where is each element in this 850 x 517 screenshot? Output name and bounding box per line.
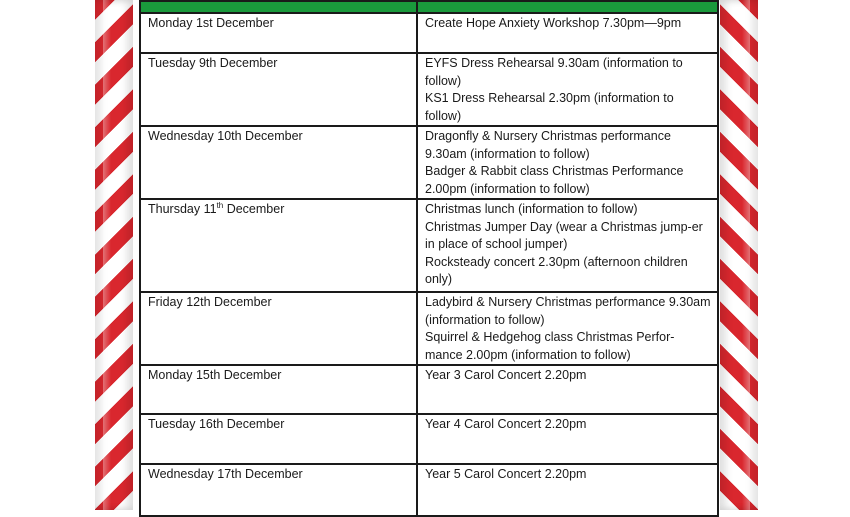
table-row: [140, 365, 718, 414]
event-cell: [417, 414, 718, 464]
date-cell: [140, 199, 417, 292]
event-text: Create Hope Anxiety Workshop 7.30pm—9pm: [425, 16, 682, 30]
event-cell: [417, 292, 718, 365]
date-cell: Friday 12th December: [140, 292, 417, 365]
header-cell-event: [417, 1, 718, 13]
table-row: [140, 292, 718, 365]
date-ordinal: th: [216, 200, 224, 210]
date-prefix: Thursday 11: [148, 202, 217, 216]
date-cell: Monday 1st December: [140, 13, 417, 53]
date-cell: Tuesday 16th December: [140, 414, 417, 464]
event-text: Dragonfly & Nursery Christmas performance 9.30am (information to follow): [425, 129, 671, 161]
table-row: [140, 199, 718, 292]
event-schedule-table: [139, 0, 719, 517]
date-cell: Wednesday 17th December: [140, 464, 417, 516]
event-text: EYFS Dress Rehearsal 9.30am (information to follow): [425, 56, 683, 88]
event-cell: [417, 126, 718, 199]
event-text: Year 3 Carol Concert 2.20pm: [425, 368, 587, 382]
table-row: [140, 13, 718, 53]
header-cell-date: [140, 1, 417, 13]
date-cell: Monday 15th December: [140, 365, 417, 414]
event-cell: [417, 53, 718, 126]
table-row: [140, 464, 718, 516]
event-cell: [417, 464, 718, 516]
event-text: Ladybird & Nursery Christmas performance 9.30am (information to follow): [425, 295, 711, 327]
date-cell: Tuesday 9th December: [140, 53, 417, 126]
event-text: KS1 Dress Rehearsal 2.30pm (information to follow): [425, 91, 674, 123]
event-text: Christmas Jumper Day (wear a Christmas jump-er in place of school jumper): [425, 219, 703, 251]
table-row: [140, 414, 718, 464]
event-text: Badger & Rabbit class Christmas Performance 2.00pm (information to follow): [425, 164, 684, 196]
table-row: [140, 53, 718, 126]
event-text: Year 5 Carol Concert 2.20pm: [425, 467, 587, 481]
event-cell: [417, 199, 718, 292]
table-header-row: [140, 1, 718, 13]
event-cell: [417, 365, 718, 414]
event-text: Rocksteady concert 2.30pm (afternoon children only): [425, 254, 688, 286]
event-text: Christmas lunch (information to follow): [425, 202, 638, 216]
table-row: [140, 126, 718, 199]
date-suffix: December: [223, 202, 285, 216]
candy-cane-right: [720, 0, 758, 510]
schedule-sheet: [139, 0, 717, 510]
event-text: Squirrel & Hedgehog class Christmas Perfor-mance 2.00pm (information to follow): [425, 330, 675, 362]
event-text: Year 4 Carol Concert 2.20pm: [425, 417, 587, 431]
candy-cane-left: [95, 0, 133, 510]
event-cell: [417, 13, 718, 53]
date-cell: Wednesday 10th December: [140, 126, 417, 199]
